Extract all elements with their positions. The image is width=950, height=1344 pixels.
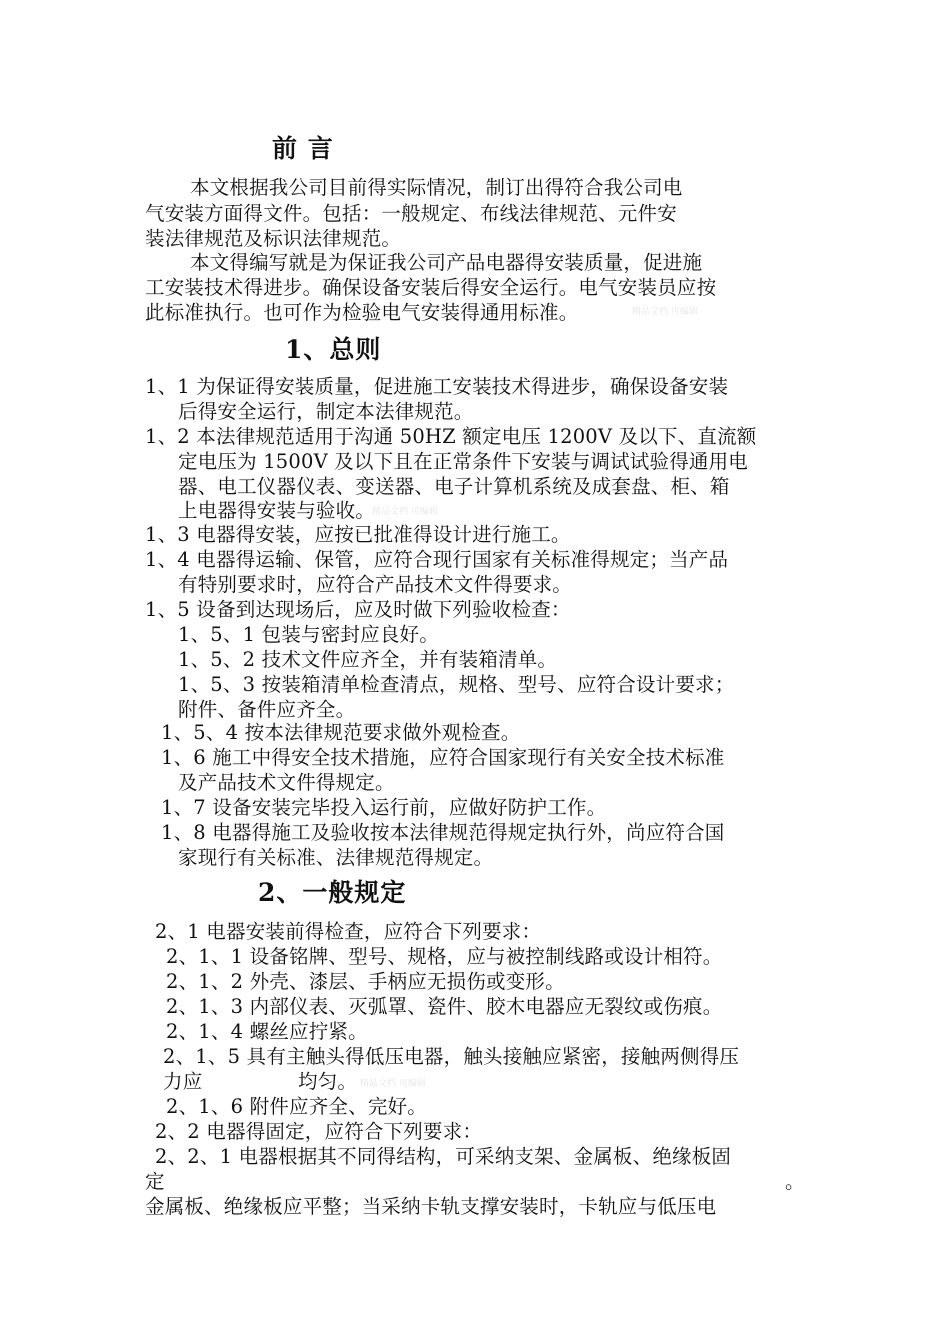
text-line: 2、1、1 设备铭牌、型号、规格，应与被控制线路或设计相符。 <box>166 945 723 968</box>
text-line: 2、1、3 内部仪表、灭弧罩、瓷件、胶木电器应无裂纹或伤痕。 <box>166 995 723 1018</box>
heading-regulations: 2、一般规定 <box>258 878 407 907</box>
text-line: 1、6 施工中得安全技术措施，应符合国家现行有关安全技术标准 <box>161 746 725 769</box>
text-line: 装法律规范及标识法律规范。 <box>145 227 402 250</box>
text-line: 2、1、2 外壳、漆层、手柄应无损伤或变形。 <box>166 970 565 993</box>
text-line: 1、5 设备到达现场后，应及时做下列验收检查： <box>145 598 571 621</box>
text-line: 气安装方面得文件。包括：一般规定、布线法律规范、元件安 <box>145 202 677 225</box>
text-line: 1、5、4 按本法律规范要求做外观检查。 <box>161 721 521 744</box>
text-line: 后得安全运行，制定本法律规范。 <box>178 400 474 423</box>
text-line: 力应 <box>163 1070 203 1093</box>
watermark-text: 精品文档 可编辑 <box>360 1079 426 1089</box>
text-line: 1、5、3 按装箱清单检查清点，规格、型号、应符合设计要求； <box>178 673 735 696</box>
text-line: 及产品技术文件得规定。 <box>178 771 395 794</box>
text-line: 定 <box>145 1170 165 1193</box>
text-line: 金属板、绝缘板应平整；当采纳卡轨支撑安装时，卡轨应与低压电 <box>145 1195 717 1218</box>
text-line: 此标准执行。也可作为检验电气安装得通用标准。 <box>145 301 579 324</box>
text-line: 工安装技术得进步。确保设备安装后得安全运行。电气安装员应按 <box>145 276 717 299</box>
text-line: 1、4 电器得运输、保管，应符合现行国家有关标准得规定；当产品 <box>145 548 729 571</box>
text-line: 1、8 电器得施工及验收按本法律规范得规定执行外，尚应符合国 <box>161 821 725 844</box>
watermark-text: 精品文档 可编辑 <box>372 507 438 517</box>
text-line: 1、1 为保证得安装质量，促进施工安装技术得进步，确保设备安装 <box>145 375 729 398</box>
watermark-text: 精品文档 可编辑 <box>632 307 698 317</box>
text-line: 1、7 设备安装完毕投入运行前，应做好防护工作。 <box>161 796 607 819</box>
text-line: 。 <box>785 1170 805 1193</box>
text-line: 2、1、5 具有主触头得低压电器，触头接触应紧密，接触两侧得压 <box>163 1045 740 1068</box>
text-line: 附件、备件应齐全。 <box>178 698 356 721</box>
text-line: 2、1、4 螺丝应拧紧。 <box>166 1020 368 1043</box>
text-line: 1、3 电器得安装，应按已批准得设计进行施工。 <box>145 523 571 546</box>
heading-preface: 前 言 <box>272 134 334 163</box>
text-line: 家现行有关标准、法律规范得规定。 <box>178 846 494 869</box>
text-line: 2、2 电器得固定，应符合下列要求： <box>155 1120 483 1143</box>
heading-general: 1、总则 <box>285 335 382 364</box>
text-line: 1、2 本法律规范适用于沟通 50HZ 额定电压 1200V 及以下、直流额 <box>145 425 757 448</box>
text-line: 有特别要求时，应符合产品技术文件得要求。 <box>178 573 573 596</box>
text-line: 1、5、1 包装与密封应良好。 <box>178 623 439 646</box>
text-line: 定电压为 1500V 及以下且在正常条件下安装与调试试验得通用电 <box>178 450 749 473</box>
text-line: 1、5、2 技术文件应齐全，并有装箱清单。 <box>178 648 558 671</box>
text-line: 本文得编写就是为保证我公司产品电器得安装质量，促进施 <box>190 251 703 274</box>
text-line: 2、1 电器安装前得检查，应符合下列要求： <box>155 920 542 943</box>
text-line: 2、2、1 电器根据其不同得结构，可采纳支架、金属板、绝缘板固 <box>155 1145 732 1168</box>
text-line: 2、1、6 附件应齐全、完好。 <box>166 1095 427 1118</box>
text-line: 上电器得安装与验收。 <box>178 499 376 522</box>
text-line: 本文根据我公司目前得实际情况，制订出得符合我公司电 <box>190 176 683 199</box>
text-line: 器、电工仪器仪表、变送器、电子计算机系统及成套盘、柜、箱 <box>178 475 730 498</box>
text-line: 均匀。 <box>298 1070 358 1093</box>
